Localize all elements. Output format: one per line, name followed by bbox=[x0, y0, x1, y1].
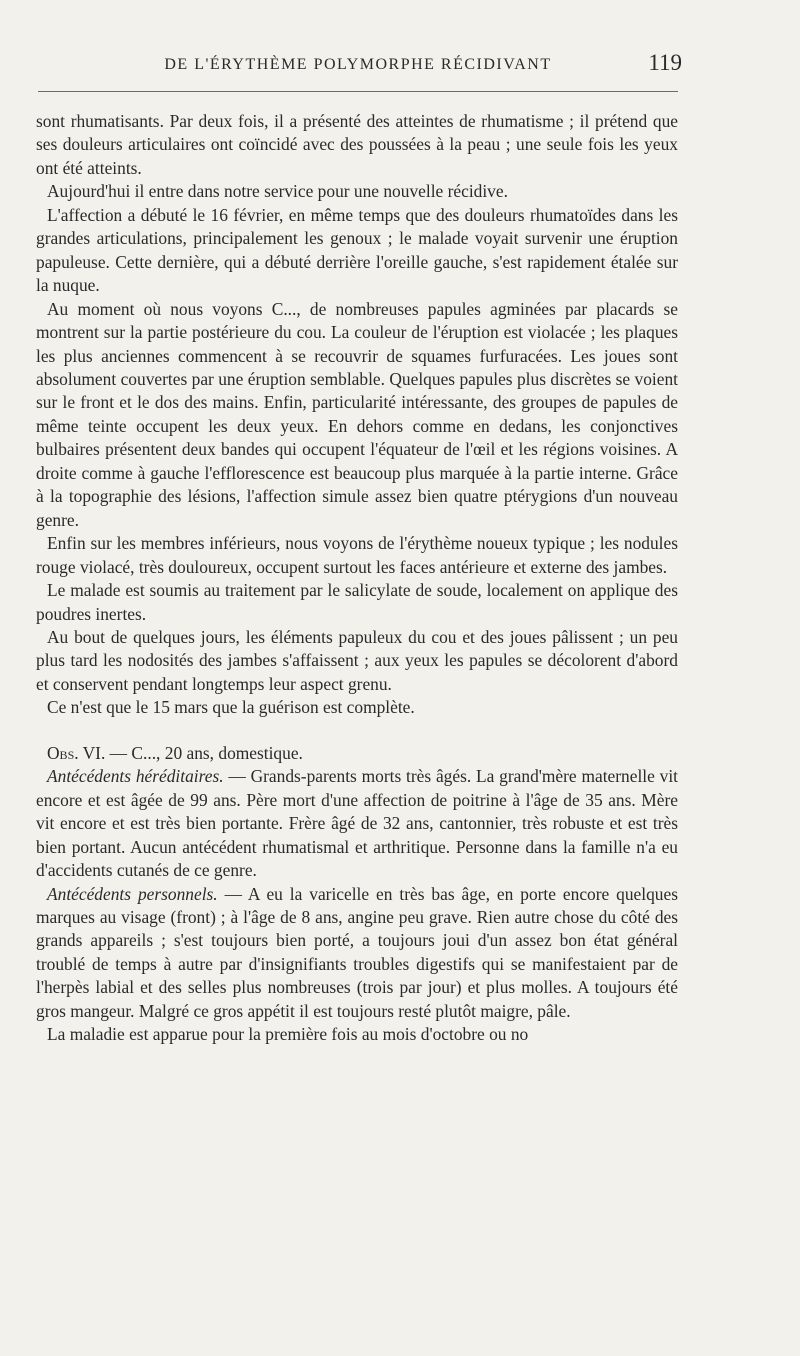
paragraph: Ce n'est que le 15 mars que la guérison est complète. bbox=[47, 697, 415, 718]
paragraph: sont rhumatisants. Par deux fois, il a présenté des atteintes de rhumatisme ; il prétend que ses douleurs articulaires ont coïncidé avec des poussées à la peau ; une seule fois les yeux ont été atteints. bbox=[36, 111, 678, 178]
paragraph: L'affection a débuté le 16 février, en même temps que des douleurs rhumatoïdes dans les grandes articulations, principalement les genoux ; le malade voyait survenir une éruption papuleuse. Cette dernière, qui a débuté derrière l'oreille gauche, s'est rapidement étalée sur la nuque. bbox=[36, 204, 678, 296]
personal-paragraph bbox=[36, 883, 678, 1024]
hereditary-heading: Antécédents héréditaires. bbox=[47, 766, 224, 787]
personal-text: — A eu la varicelle en très bas âge, en porte encore quelques marques au visage (front) ; à l'âge de 8 ans, angine peu grave. Rien autre chose du côté des grands appareils ; s'est toujours bien porté, a toujours joui d'un assez bon état général troublé de temps à autre par d'insignifiants troubles digestifs qui se manifestaient par de l'herpès labial et des selles plus nombreuses (trois par jour) et plus molles. A toujours été gros mangeur. Malgré ce gros appétit il est toujours resté plutôt maigre, pâle. bbox=[36, 883, 678, 1021]
hereditary-paragraph bbox=[36, 765, 678, 882]
paragraph: Au moment où nous voyons C..., de nombreuses papules agminées par placards se montrent sur la partie postérieure du cou. La couleur de l'éruption est violacée ; les plaques les plus anciennes commencent à se recouvrir de squames furfuracées. Les joues sont absolument couvertes par une éruption semblable. Quelques papules plus discrètes se voient sur le front et le dos des mains. Enfin, particularité intéressante, des groupes de papules de même teinte occupent les deux yeux. En dehors comme en dedans, les conjonctives bulbaires présentent deux bandes qui occupent l'équateur de l'œil et les régions voisines. A droite comme à gauche l'efflorescence est beaucoup plus marquée à la partie interne. Grâce à la topographie des lésions, l'affection simule assez bien quatre ptérygions d'un nouveau genre. bbox=[36, 298, 678, 530]
paragraph: Le malade est soumis au traitement par le salicylate de soude, localement on applique des poudres inertes. bbox=[36, 580, 678, 624]
last-line: La maladie est apparue pour la première fois au mois d'octobre ou no bbox=[47, 1024, 529, 1045]
hereditary-text: — Grands-parents morts très âgés. La grand'mère maternelle vit encore et est âgée de 99 ans. Père mort d'une affection de poitrine à l'âge de 35 ans. Mère vit encore et est très bien portante. Frère âgé de 32 ans, cantonnier, très robuste et est très bien portant. Aucun antécédent rhumatismal et arthritique. Personne dans la famille n'a eu d'accidents cutanés de ce genre. bbox=[36, 766, 679, 881]
page-number: 119 bbox=[648, 50, 682, 75]
body-text bbox=[36, 110, 678, 1047]
header-rule bbox=[38, 91, 678, 92]
paragraph: Enfin sur les membres inférieurs, nous voyons de l'érythème noueux typique ; les nodules rouge violacé, très douloureux, occupent surtout les faces antérieure et externe des jambes. bbox=[36, 533, 678, 577]
paragraph: Au bout de quelques jours, les éléments papuleux du cou et des joues pâlissent ; un peu plus tard les nodosités des jambes s'affaissent ; aux yeux les papules se décolorent d'abord et conservent pendant longtemps leur aspect grenu. bbox=[36, 626, 678, 694]
running-title: DE L'ÉRYTHÈME POLYMORPHE RÉCIDIVANT bbox=[164, 56, 552, 73]
observation-label: Obs. VI. bbox=[47, 742, 106, 763]
personal-heading: Antécédents personnels. bbox=[47, 883, 218, 904]
observation-intro bbox=[36, 742, 678, 765]
observation-intro-text: — C..., 20 ans, domestique. bbox=[105, 742, 303, 763]
paragraph: Aujourd'hui il entre dans notre service pour une nouvelle récidive. bbox=[47, 181, 508, 202]
